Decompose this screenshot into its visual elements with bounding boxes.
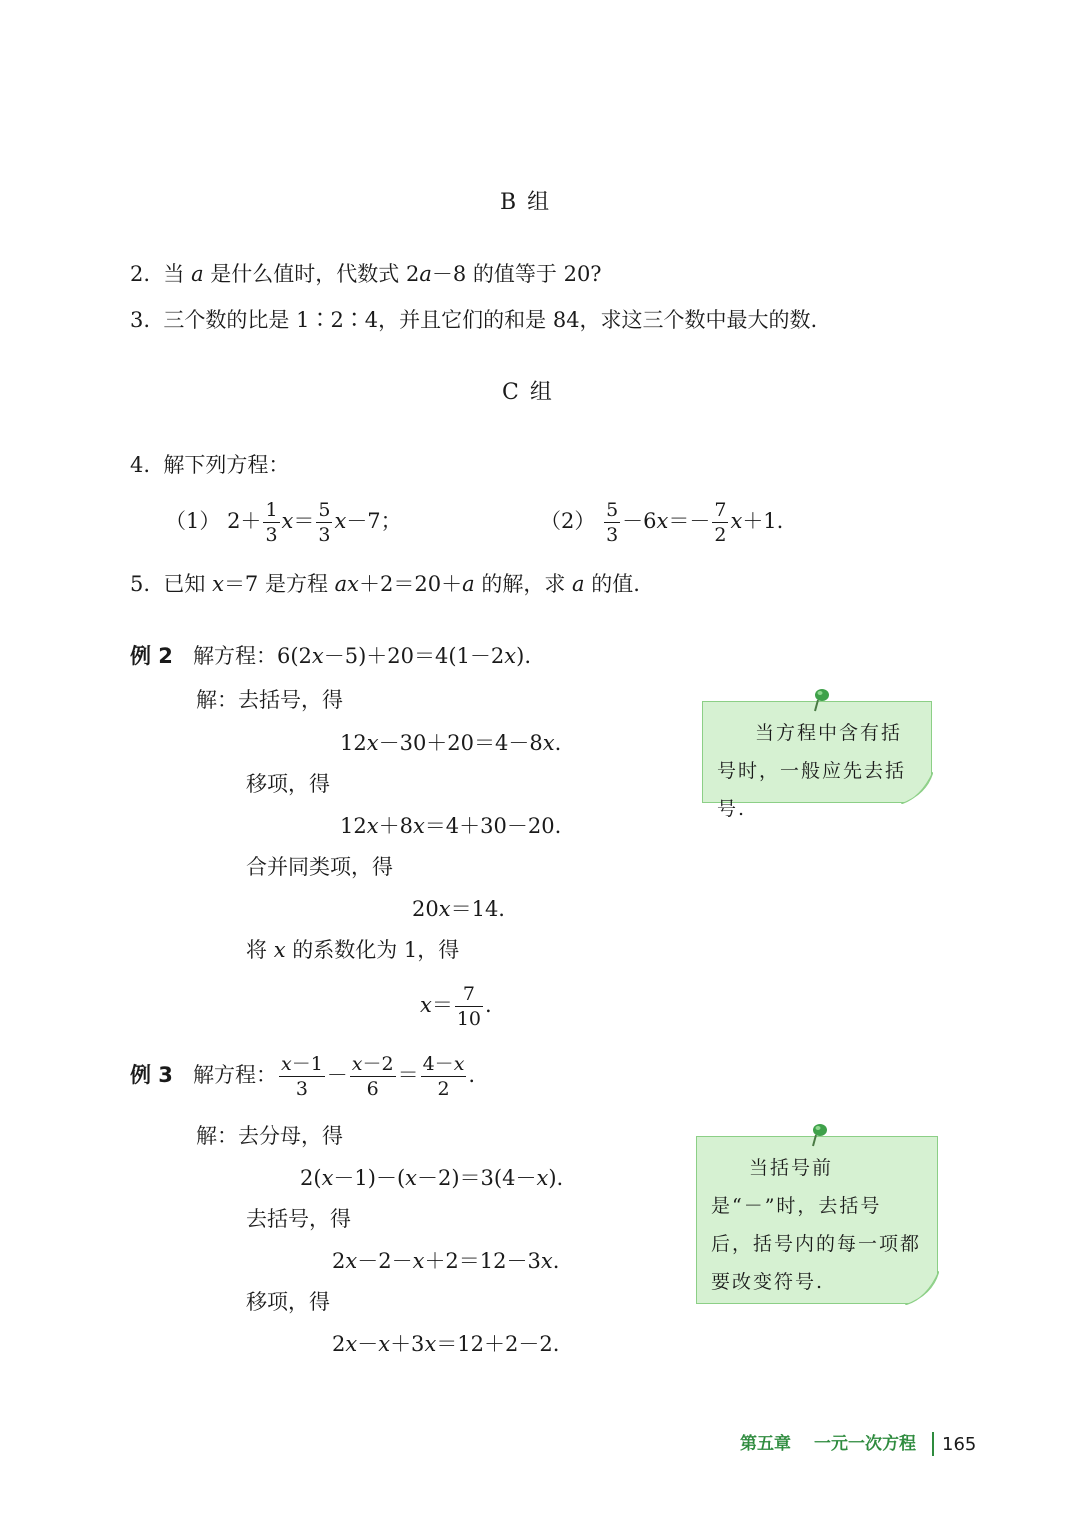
- example-2-step-1: 解：去括号，得: [196, 688, 343, 712]
- example-3-equation-2: 2x－2－x＋2＝12－3x.: [332, 1249, 560, 1273]
- fraction: $\frac{4-x}{2}$: [422, 1053, 465, 1100]
- example-3-step-1: 解：去分母，得: [196, 1124, 343, 1148]
- tip-note-1: 当方程中含有括号时，一般应先去括号.: [702, 701, 932, 803]
- example-2-equation-2: 12x＋8x＝4＋30－20.: [340, 814, 562, 838]
- example-3-equation-1: 2(x－1)－(x－2)＝3(4－x).: [300, 1166, 564, 1190]
- fraction: $\frac{7}{10}$: [456, 983, 482, 1030]
- fraction: $\frac{x-1}{3}$: [280, 1053, 323, 1100]
- question-number: 2.: [130, 262, 151, 286]
- question-2: 2. 当 a 是什么值时，代数式 2a－8 的值等于 20?: [130, 262, 602, 286]
- page-number: 165: [942, 1434, 977, 1455]
- tip-note-2: 当括号前是“－”时，去括号后，括号内的每一项都要改变符号.: [696, 1136, 938, 1304]
- footer-divider: [932, 1432, 934, 1456]
- question-number: 5.: [130, 572, 151, 596]
- example-3-equation-3: 2x－x＋3x＝12＋2－2.: [332, 1332, 560, 1356]
- group-c-title: C 组: [502, 380, 554, 405]
- pushpin-icon: [808, 1121, 830, 1147]
- example-2-equation-4: x＝ $\frac{7}{10}$ .: [420, 983, 492, 1030]
- question-number: 4.: [130, 453, 151, 477]
- example-label: 例 2: [130, 644, 173, 668]
- page-curl-icon: [905, 1271, 939, 1305]
- example-2-equation-3: 20x＝14.: [412, 897, 505, 921]
- example-3-step-3: 移项，得: [246, 1290, 330, 1314]
- fraction: $\frac{5}{3}$: [318, 499, 331, 546]
- footer-chapter-title: 一元一次方程: [814, 1434, 916, 1454]
- question-4-part-1: （1） 2＋ $\frac{1}{3}$ x＝ $\frac{5}{3}$ x－7；: [165, 499, 402, 546]
- footer-chapter: 第五章: [740, 1434, 791, 1454]
- fraction: $\frac{1}{3}$: [265, 499, 278, 546]
- example-2-header: 例 2 解方程：6(2x－5)＋20＝4(1－2x).: [130, 644, 532, 668]
- group-b-title: B 组: [500, 190, 552, 215]
- question-4-part-2: （2） $\frac{5}{3}$ －6x＝－ $\frac{7}{2}$ x＋1.: [540, 499, 784, 546]
- example-2-equation-1: 12x－30＋20＝4－8x.: [340, 731, 562, 755]
- example-2-step-2: 移项，得: [246, 772, 330, 796]
- example-3-header: 例 3 解方程： $\frac{x-1}{3}$ － $\frac{x-2}{6}$ ＝ $\frac{4-x}{2}$ .: [130, 1053, 476, 1100]
- question-4: 4. 解下列方程：: [130, 453, 290, 477]
- page-curl-icon: [901, 772, 933, 804]
- example-2-step-4: 将 x 的系数化为 1，得: [246, 938, 460, 962]
- pushpin-icon: [810, 686, 832, 712]
- fraction: $\frac{7}{2}$: [714, 499, 727, 546]
- question-3: 3. 三个数的比是 1∶2∶4，并且它们的和是 84，求这三个数中最大的数.: [130, 308, 818, 332]
- fraction: $\frac{5}{3}$: [606, 499, 619, 546]
- question-number: 3.: [130, 308, 151, 332]
- example-2-step-3: 合并同类项，得: [246, 855, 393, 879]
- question-5: 5. 已知 x＝7 是方程 ax＋2＝20＋a 的解，求 a 的值.: [130, 572, 640, 596]
- example-label: 例 3: [130, 1063, 173, 1087]
- example-3-step-2: 去括号，得: [246, 1207, 351, 1231]
- fraction: $\frac{x-2}{6}$: [351, 1053, 394, 1100]
